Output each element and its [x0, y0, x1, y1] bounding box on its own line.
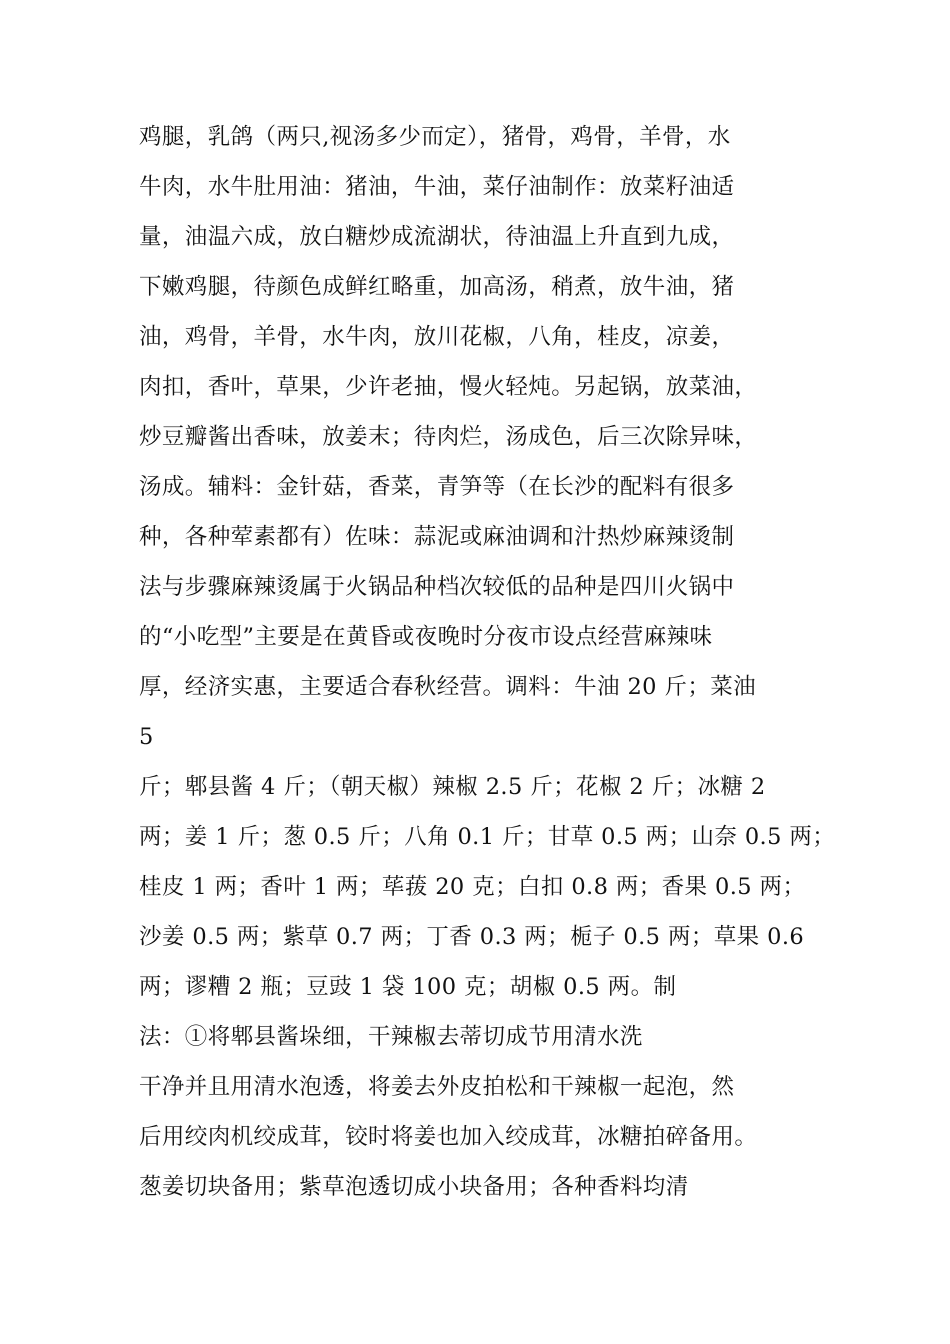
text-line: 5	[139, 724, 154, 750]
text-line: 炒豆瓣酱出香味，放姜末；待肉烂，汤成色，后三次除异味，	[139, 424, 758, 450]
text-line: 肉扣，香叶，草果，少许老抽，慢火轻炖。另起锅，放菜油，	[139, 374, 758, 400]
text-line: 的“小吃型”主要是在黄昏或夜晚时分夜市设点经营麻辣味	[139, 624, 713, 650]
text-line: 法：①将郫县酱垛细，干辣椒去蒂切成节用清水洗	[139, 1024, 643, 1050]
body-text	[139, 112, 839, 1212]
text-line: 两；姜 1 斤；葱 0.5 斤；八角 0.1 斤；甘草 0.5 两；山奈 0.5 两；	[139, 824, 836, 850]
text-line: 桂皮 1 两；香叶 1 两；荜菝 20 克；白扣 0.8 两；香果 0.5 两；	[139, 874, 806, 900]
text-line: 干净并且用清水泡透，将姜去外皮拍松和干辣椒一起泡，然	[139, 1074, 735, 1100]
text-line: 种，各种荤素都有）佐味：蒜泥或麻油调和汁热炒麻辣烫制	[139, 524, 735, 550]
text-line: 量，油温六成，放白糖炒成流湖状，待油温上升直到九成，	[139, 224, 735, 250]
text-line: 下嫩鸡腿，待颜色成鲜红略重，加高汤，稍煮，放牛油，猪	[139, 274, 735, 300]
text-line: 厚，经济实惠，主要适合春秋经营。调料：牛油 20 斤；菜油	[139, 674, 757, 700]
text-line: 鸡腿，乳鸽（两只,视汤多少而定），猪骨，鸡骨，羊骨，水	[139, 124, 731, 150]
text-line: 牛肉，水牛肚用油：猪油，牛油，菜仔油制作：放菜籽油适	[139, 174, 735, 200]
text-line: 汤成。辅料：金针菇，香菜，青笋等（在长沙的配料有很多	[139, 474, 735, 500]
text-line: 油，鸡骨，羊骨，水牛肉，放川花椒，八角，桂皮，凉姜，	[139, 324, 735, 350]
text-line: 后用绞肉机绞成茸，铰时将姜也加入绞成茸，冰糖拍碎备用。	[139, 1124, 758, 1150]
text-line: 葱姜切块备用；紫草泡透切成小块备用；各种香料均清	[139, 1174, 689, 1200]
text-line: 两；谬糟 2 瓶；豆豉 1 袋 100 克；胡椒 0.5 两。制	[139, 974, 677, 1000]
text-line: 法与步骤麻辣烫属于火锅品种档次较低的品种是四川火锅中	[139, 574, 735, 600]
text-line: 沙姜 0.5 两；紫草 0.7 两；丁香 0.3 两；栀子 0.5 两；草果 0.6	[139, 924, 805, 950]
text-line: 斤；郫县酱 4 斤；（朝天椒）辣椒 2.5 斤；花椒 2 斤；冰糖 2	[139, 774, 766, 800]
